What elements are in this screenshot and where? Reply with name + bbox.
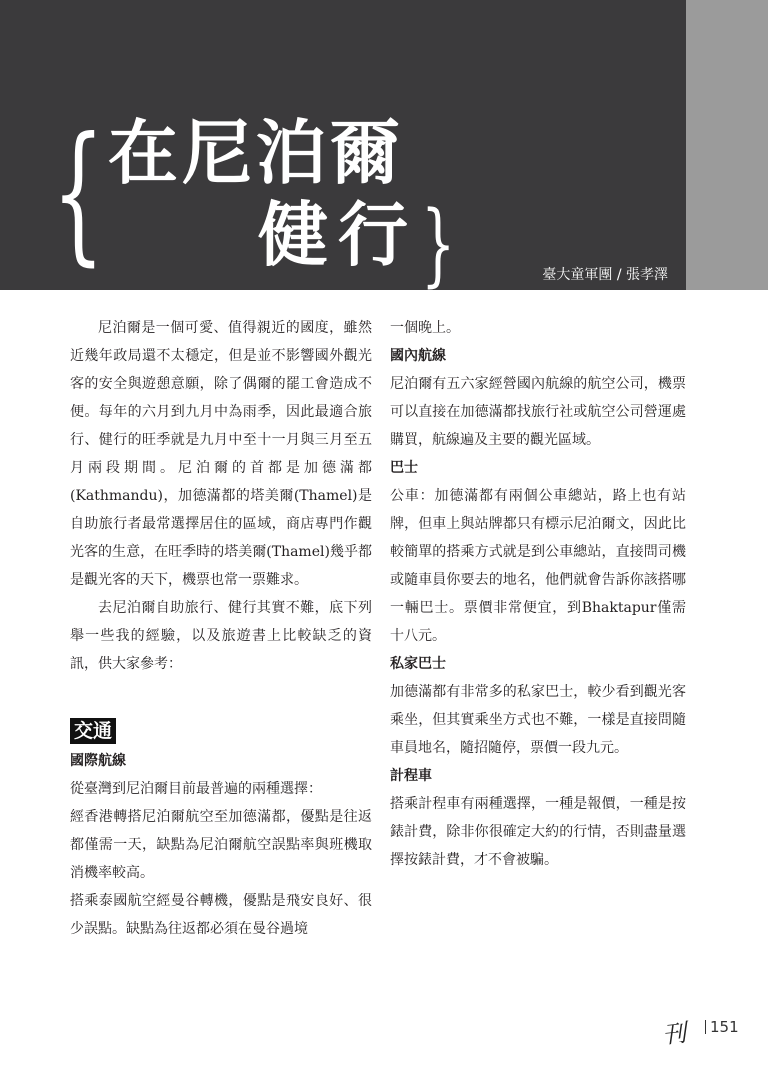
- intl-text-continued: 一個晚上。: [390, 320, 460, 336]
- page-title-line2: 健行: [258, 193, 418, 276]
- taxi-text: 搭乘計程車有兩種選擇，一種是報價，一種是按錶計費，除非你很確定大約的行情，否則盡量選擇按錶計費，才不會被騙。: [390, 796, 686, 868]
- private-bus-text: 加德滿都有非常多的私家巴士，較少看到觀光客乘坐，但其實乘坐方式也不難，一樣是直接問隨車員地名，隨招隨停，票價一段九元。: [390, 684, 686, 756]
- intl-text-1: 從臺灣到尼泊爾目前最普遍的兩種選擇：: [70, 781, 322, 797]
- domestic-text: 尼泊爾有五六家經營國內航線的航空公司，機票可以直接在加德滿都找旅行社或航空公司營運處購買，航線遍及主要的觀光區域。: [390, 376, 686, 448]
- side-band: [686, 0, 768, 290]
- subheading-private-bus: 私家巴士: [390, 656, 446, 672]
- section-heading-wrap: [70, 678, 372, 747]
- intro-paragraph: 尼泊爾是一個可愛、值得親近的國度，雖然近幾年政局還不太穩定，但是並不影響國外觀光客的安全與遊憩意願，除了偶爾的罷工會造成不便。每年的六月到九月中為雨季，因此最適合旅行、健行的旺季就是九月中至十一月與三月至五月兩段期間。尼泊爾的首都是加德滿都(Kathmandu)，加德滿都的塔美爾(Thamel)是自助旅行者最常選擇居住的區域，商店專門作觀光客的生意，在旺季時的塔美爾(Thamel)幾乎都是觀光客的天下，機票也常一票難求。: [70, 320, 372, 588]
- subheading-domestic: 國內航線: [390, 348, 446, 364]
- page-number: [705, 1018, 739, 1036]
- right-column: [390, 314, 686, 874]
- page-number-value: 151: [710, 1018, 739, 1036]
- intl-text-3: 搭乘泰國航空經曼谷轉機，優點是飛安良好、很少誤點。缺點為往返都必須在曼谷過境: [70, 893, 372, 937]
- bus-text: 公車：加德滿都有兩個公車總站，路上也有站牌，但車上與站牌都只有標示尼泊爾文，因此比較簡單的搭乘方式就是到公車總站，直接問司機或隨車員你要去的地名，他們就會告訴你該搭哪一輛巴士。票價非常便宜，到Bhaktapur僅需十八元。: [390, 488, 686, 644]
- intro-paragraph-2: 去尼泊爾自助旅行、健行其實不難，底下列舉一些我的經驗，以及旅遊書上比較缺乏的資訊，供大家參考：: [70, 600, 372, 672]
- magazine-logo: 刊: [660, 1018, 688, 1050]
- section-heading-transport: 交通: [70, 718, 116, 744]
- title-brace-close: }: [421, 192, 456, 297]
- title-brace-open: {: [52, 106, 105, 280]
- page-number-divider: [705, 1020, 706, 1034]
- subheading-taxi: 計程車: [390, 768, 432, 784]
- author-byline: 臺大童軍團 / 張孝澤: [542, 267, 668, 283]
- left-column: [70, 314, 372, 943]
- subheading-bus: 巴士: [390, 460, 418, 476]
- intl-text-2: 經香港轉搭尼泊爾航空至加德滿都，優點是往返都僅需一天，缺點為尼泊爾航空誤點率與班機取消機率較高。: [70, 809, 372, 881]
- subheading-international: 國際航線: [70, 753, 126, 769]
- page-title-line1: 在尼泊爾: [108, 111, 404, 194]
